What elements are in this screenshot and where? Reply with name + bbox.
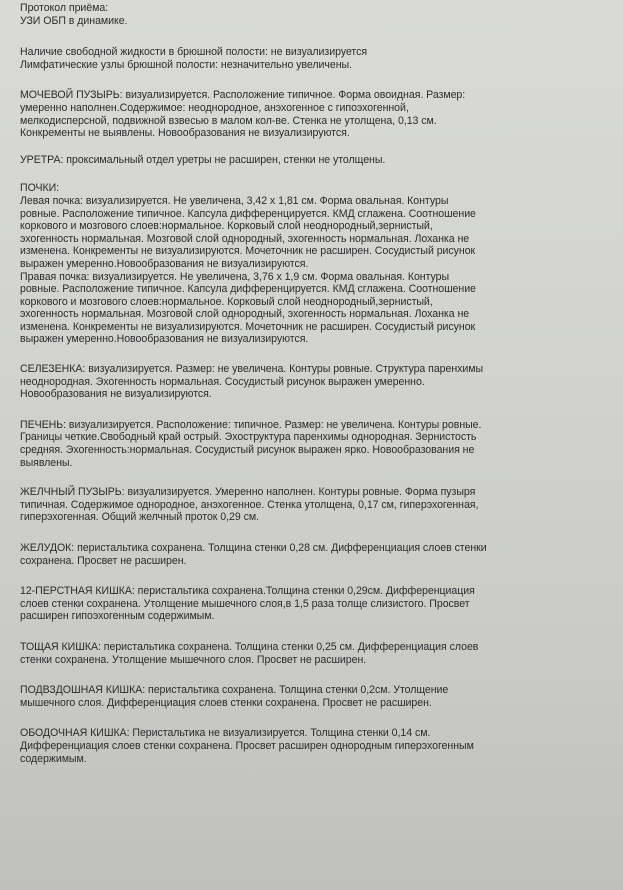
text-line: ОБОДОЧНАЯ КИШКА: Перистальтика не визуализируется. Толщина стенки 0,14 см. [20, 727, 431, 740]
text-line: типичная. Содержимое однородное, анэхогенное. Стенка утолщена, 0,17 см, гиперэхогенная, [20, 498, 479, 511]
header [20, 2, 609, 27]
text-line: содержимым. [20, 752, 87, 765]
text-line: 12-ПЕРСТНАЯ КИШКА: перистальтика сохранена.Толщина стенки 0,29см. Дифференциация [20, 585, 475, 598]
section-jejunum [20, 641, 609, 666]
text-line: изменена. Конкременты не визуализируются. Мочеточник не расширен. Сосудистый рисунок [20, 245, 476, 258]
text-line: мелкодисперсной, подвижной взвесью в малом кол-ве. Стенка не утолщена, 0,13 см. [20, 114, 437, 127]
text-line: Конкременты не выявлены. Новообразования не визуализируются. [20, 127, 350, 140]
text-line: ПОДВЗДОШНАЯ КИШКА: перистальтика сохранена. Толщина стенки 0,2см. Утолщение [20, 684, 449, 697]
text-line: коркового и мозгового слоев:нормальное. Корковый слой неоднородный,зернистый, [20, 295, 433, 308]
section-kidneys [20, 182, 609, 346]
text-line: Дифференциация слоев стенки сохранена. Просвет расширен однородным гиперэхогенным [20, 739, 474, 752]
text-line: сохранена. Просвет не расширен. [20, 554, 187, 567]
section-ileum [20, 684, 609, 709]
header-line-2: УЗИ ОБП в динамике. [20, 14, 128, 27]
header-line-1: Протокол приёма: [20, 2, 109, 14]
text-line: СЕЛЕЗЕНКА: визуализируется. Размер: не увеличена. Контуры ровные. Структура паренхимы [20, 363, 484, 376]
text-line: стенки сохранена. Утолщение мышечного слоя. Просвет не расширен. [20, 653, 367, 666]
text-line: эхогенность нормальная. Мозговой слой однородный, эхогенность нормальная. Лоханка не [20, 308, 470, 321]
text-line: изменена. Конкременты не визуализируются. Мочеточник не расширен. Сосудистый рисунок [20, 320, 476, 333]
text-line: выявлены. [20, 456, 73, 469]
section-title: ПОЧКИ: [20, 182, 60, 195]
text-line: умеренно наполнен.Содержимое: неоднородное, анэхогенное с гипоэхогенной, [20, 101, 409, 114]
text-line: ЖЕЛУДОК: перистальтика сохранена. Толщина стенки 0,28 см. Дифференциация слоев стенки [20, 542, 487, 554]
text-line: ровные. Расположение типичное. Капсула дифференцируется. КМД сглажена. Соотношение [20, 283, 476, 296]
section-spleen [20, 363, 609, 401]
text-line: выражен умеренно.Новообразования не визуализируются. [20, 333, 309, 346]
text-line: мышечного слоя. Дифференциация слоев стенки сохранена. Просвет не расширен. [20, 696, 432, 709]
text-line: Правая почка: визуализируется. Не увеличена, 3,76 х 1,9 см. Форма овальная. Контуры [20, 270, 450, 283]
text-line: неоднородная. Эхогенность нормальная. Сосудистый рисунок выражен умеренно. [20, 375, 425, 388]
text-line: ТОЩАЯ КИШКА: перистальтика сохранена. Толщина стенки 0,25 см. Дифференциация слоев [20, 640, 479, 653]
text-line: расширен гипоэхогенным содержимым. [20, 610, 215, 623]
section-duodenum [20, 585, 609, 623]
text-line: Наличие свободной жидкости в брюшной полости: не визуализируется [20, 46, 368, 59]
section-stomach [20, 542, 609, 567]
section-bladder [20, 89, 609, 139]
text-line: ПЕЧЕНЬ: визуализируется. Расположение: типичное. Размер: не увеличена. Контуры ровные. [20, 418, 482, 431]
section-general [20, 46, 609, 71]
text-line: эхогенность нормальная. Мозговой слой однородный, эхогенность нормальная. Лоханка не [20, 232, 470, 245]
text-line: Новообразования не визуализируются. [20, 388, 212, 401]
text-line: МОЧЕВОЙ ПУЗЫРЬ: визуализируется. Расположение типичное. Форма овоидная. Размер: [20, 89, 466, 102]
text-line: ровные. Расположение типичное. Капсула дифференцируется. КМД сглажена. Соотношение [20, 207, 476, 220]
text-line: коркового и мозгового слоев:нормальное. Корковый слой неоднородный,зернистый, [20, 220, 433, 233]
text-line: Лимфатические узлы брюшной полости: незначительно увеличены. [20, 58, 352, 71]
section-gallbladder [20, 486, 609, 524]
text-line: Границы четкие.Свободный край острый. Эхоструктура паренхимы однородная. Зернистость [20, 431, 477, 444]
text-line: УРЕТРА: проксимальный отдел уретры не расширен, стенки не утолщены. [20, 153, 386, 166]
text-line: Левая почка: визуализируется. Не увеличена, 3,42 х 1,81 см. Форма овальная. Контуры [20, 194, 449, 207]
section-colon [20, 727, 609, 765]
text-line: ЖЕЛЧНЫЙ ПУЗЫРЬ: визуализируется. Умеренно наполнен. Контуры ровные. Форма пузыря [20, 486, 476, 499]
section-urethra [20, 154, 609, 167]
text-line: слоев стенки сохранена. Утолщение мышечного слоя,в 1,5 раза толще слизистого. Просвет [20, 597, 470, 610]
section-liver [20, 419, 609, 469]
text-line: средняя. Эхогенность:нормальная. Сосудистый рисунок выражен ярко. Новообразования не [20, 444, 475, 457]
text-line: гиперэхогенная. Общий желчный проток 0,29 см. [20, 511, 259, 524]
text-line: выражен умеренно.Новообразования не визуализируются. [20, 257, 309, 270]
